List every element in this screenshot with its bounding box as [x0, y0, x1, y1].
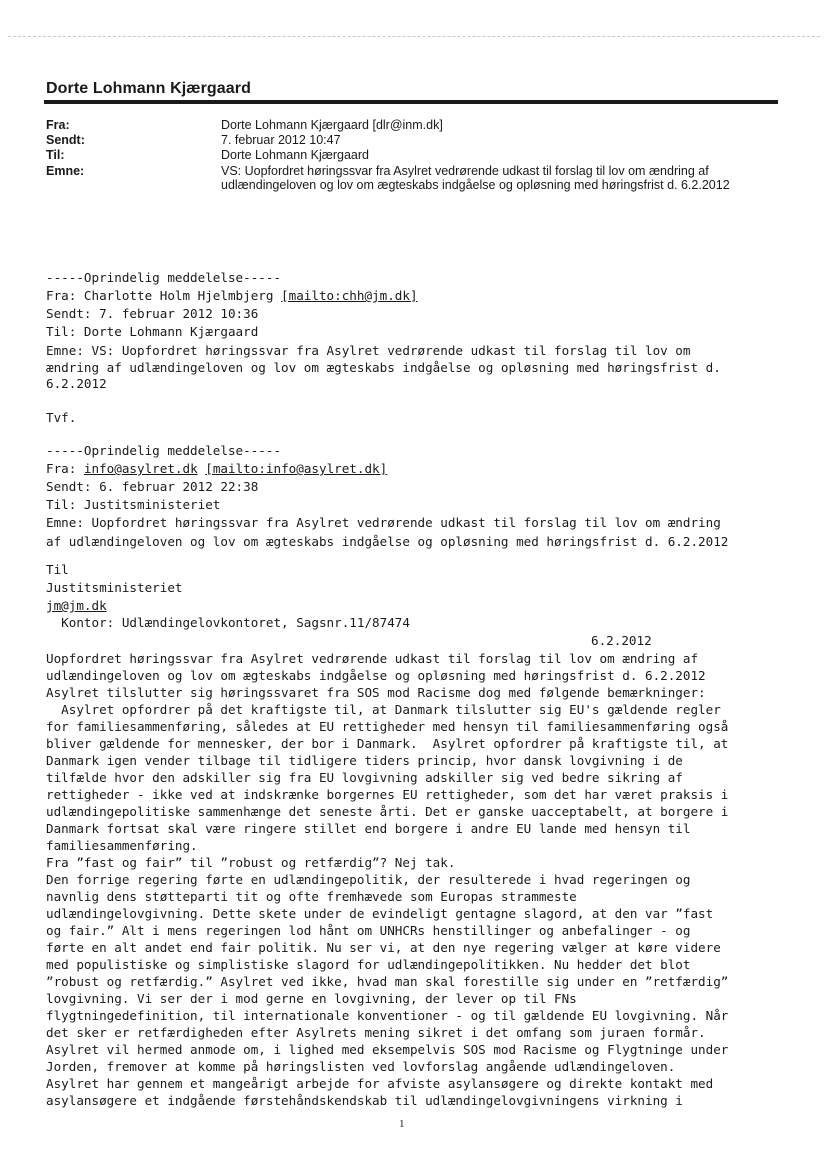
subject-value: VS: Uopfordret høringssvar fra Asylret vedrørende udkast til forslag til lov om ændring af udlændingeloven og lov om ægteskabs indgåelse og opløsning med høringsfrist d. 6.2.2012 — [221, 164, 730, 192]
body-line: Asylret vil hermed anmode om, i lighed med eksempelvis SOS mod Racisme og Flygtninge under — [46, 1042, 729, 1057]
body-line: det sker er retfærdigheden efter Asylrets mening sikret i det omfang som juraen formår. — [46, 1025, 706, 1040]
top-dashed-rule — [8, 36, 820, 37]
body-line: Danmark fortsat skal være ringere stillet end borgere i andre EU lande med hensyn til — [46, 821, 691, 836]
forward-2-subject-line: af udlændingeloven og lov om ægteskabs indgåelse og opløsning med høringsfrist d. 6.2.2012 — [46, 534, 729, 549]
body-line: navnlig dens støtteparti tit og ofte fremhævede som Europas strammeste — [46, 889, 577, 904]
forward-1-note: Tvf. — [46, 410, 77, 425]
body-line: asylansøgere et indgående førstehåndskendskab til udlændingelovgivningens virkning i — [46, 1093, 683, 1108]
body-line: Asylret opfordrer på det kraftigste til, at Danmark tilslutter sig EU's gældende regler — [46, 702, 721, 717]
body-line: bliver gældende for mennesker, der bor i Danmark. Asylret opfordrer på kraftigste til, at — [46, 736, 729, 751]
body-line: og fair.” Alt i mens regeringen lod hånt om UNHCRs henstillinger og anbefalinger - og — [46, 923, 691, 938]
body-line: lovgivning. Vi ser der i mod gerne en lovgivning, der lever op til FNs — [46, 991, 577, 1006]
body-line: med populistiske og simplistiske slagord for udlændingepolitikken. Nu hedder det blot — [46, 957, 691, 972]
forward-2-from-email-link[interactable]: info@asylret.dk — [83, 461, 198, 476]
letter-office: Kontor: Udlændingelovkontoret, Sagsnr.11/87474 — [46, 615, 410, 630]
forward-2-subject-line: Emne: Uopfordret høringssvar fra Asylret vedrørende udkast til forslag til lov om ændring — [46, 515, 721, 530]
forward-2-sent: Sendt: 6. februar 2012 22:38 — [46, 479, 259, 494]
forward-1-from-mailto-link[interactable]: [mailto:chh@jm.dk] — [281, 288, 418, 303]
subject-label: Emne: — [46, 164, 85, 178]
forward-1-subject-line: Emne: VS: Uopfordret høringssvar fra Asylret vedrørende udkast til forslag til lov om — [46, 343, 691, 358]
body-line: for familiesammenføring, således at EU rettigheder med hensyn til familiesammenføring også — [46, 719, 729, 734]
body-line: udlændingelovgivning. Dette skete under de evindeligt gentagne slagord, at den var ”fast — [46, 906, 714, 921]
header-rule — [44, 100, 778, 104]
to-value: Dorte Lohmann Kjærgaard — [221, 148, 369, 162]
sent-value: 7. februar 2012 10:47 — [221, 133, 341, 147]
body-line: rettigheder - ikke ved at indskrænke borgernes EU rettigheder, som det har været praksis i — [46, 787, 729, 802]
sender-name-heading: Dorte Lohmann Kjærgaard — [46, 80, 251, 97]
body-line: Danmark igen vender tilbage til tidligere tiders princip, hvor dansk lovgivning i de — [46, 753, 683, 768]
forward-1-subject-line: 6.2.2012 — [46, 376, 107, 391]
forward-2-separator: -----Oprindelig meddelelse----- — [46, 443, 282, 458]
forward-1-from-prefix: Fra: Charlotte Holm Hjelmbjerg — [46, 288, 282, 303]
page-number: 1 — [399, 1118, 405, 1130]
to-label: Til: — [46, 148, 65, 162]
forward-1-from — [46, 288, 418, 304]
forward-1-separator: -----Oprindelig meddelelse----- — [46, 270, 282, 285]
body-line: førte en alt andet end fair politik. Nu ser vi, at den nye regering vælger at køre videre — [46, 940, 721, 955]
letter-date: 6.2.2012 — [591, 633, 652, 648]
from-label: Fra: — [46, 118, 70, 132]
forward-1-to: Til: Dorte Lohmann Kjærgaard — [46, 324, 259, 339]
letter-recipient: Justitsministeriet — [46, 580, 183, 595]
forward-2-from — [46, 461, 387, 477]
body-line: udlændingeloven og lov om ægteskabs indgåelse og opløsning med høringsfrist d. 6.2.2012 — [46, 668, 706, 683]
body-line: udlændingepolitiske sammenhænge det seneste årti. Det er ganske uacceptabelt, at borgere i — [46, 804, 729, 819]
sent-label: Sendt: — [46, 133, 85, 147]
letter-to-label: Til — [46, 562, 69, 577]
from-value: Dorte Lohmann Kjærgaard [dlr@inm.dk] — [221, 118, 443, 132]
body-line: ”robust og retfærdig.” Asylret ved ikke, hvad man skal forestille sig under en ”retfærdig” — [46, 974, 729, 989]
body-line: Jorden, fremover at komme på høringslisten ved lovforslag angående udlændingeloven. — [46, 1059, 676, 1074]
body-line: Fra ”fast og fair” til ”robust og retfærdig”? Nej tak. — [46, 855, 456, 870]
forward-1-sent: Sendt: 7. februar 2012 10:36 — [46, 306, 259, 321]
body-line: Uopfordret høringssvar fra Asylret vedrørende udkast til forslag til lov om ændring af — [46, 651, 699, 666]
forward-2-from-mailto-link[interactable]: [mailto:info@asylret.dk] — [205, 461, 388, 476]
body-line: Asylret har gennem et mangeårigt arbejde for afviste asylansøgere og direkte kontakt med — [46, 1076, 714, 1091]
body-line: tilfælde hvor den adskiller sig fra EU lovgivning adskiller sig ved bedre sikring af — [46, 770, 683, 785]
body-line: Asylret tilslutter sig høringssvaret fra SOS mod Racisme dog med følgende bemærkninger: — [46, 685, 706, 700]
forward-2-to: Til: Justitsministeriet — [46, 497, 221, 512]
letter-recipient-email-link[interactable]: jm@jm.dk — [46, 598, 107, 613]
forward-2-from-prefix: Fra: — [46, 461, 84, 476]
body-line: flygtningedefinition, til internationale konventioner - og til gældende EU lovgivning. Når — [46, 1008, 729, 1023]
body-line: Den forrige regering førte en udlændingepolitik, der resulterede i hvad regeringen og — [46, 872, 691, 887]
body-line: familiesammenføring. — [46, 838, 198, 853]
forward-1-subject-line: ændring af udlændingeloven og lov om ægteskabs indgåelse og opløsning med høringsfrist d. — [46, 360, 721, 375]
